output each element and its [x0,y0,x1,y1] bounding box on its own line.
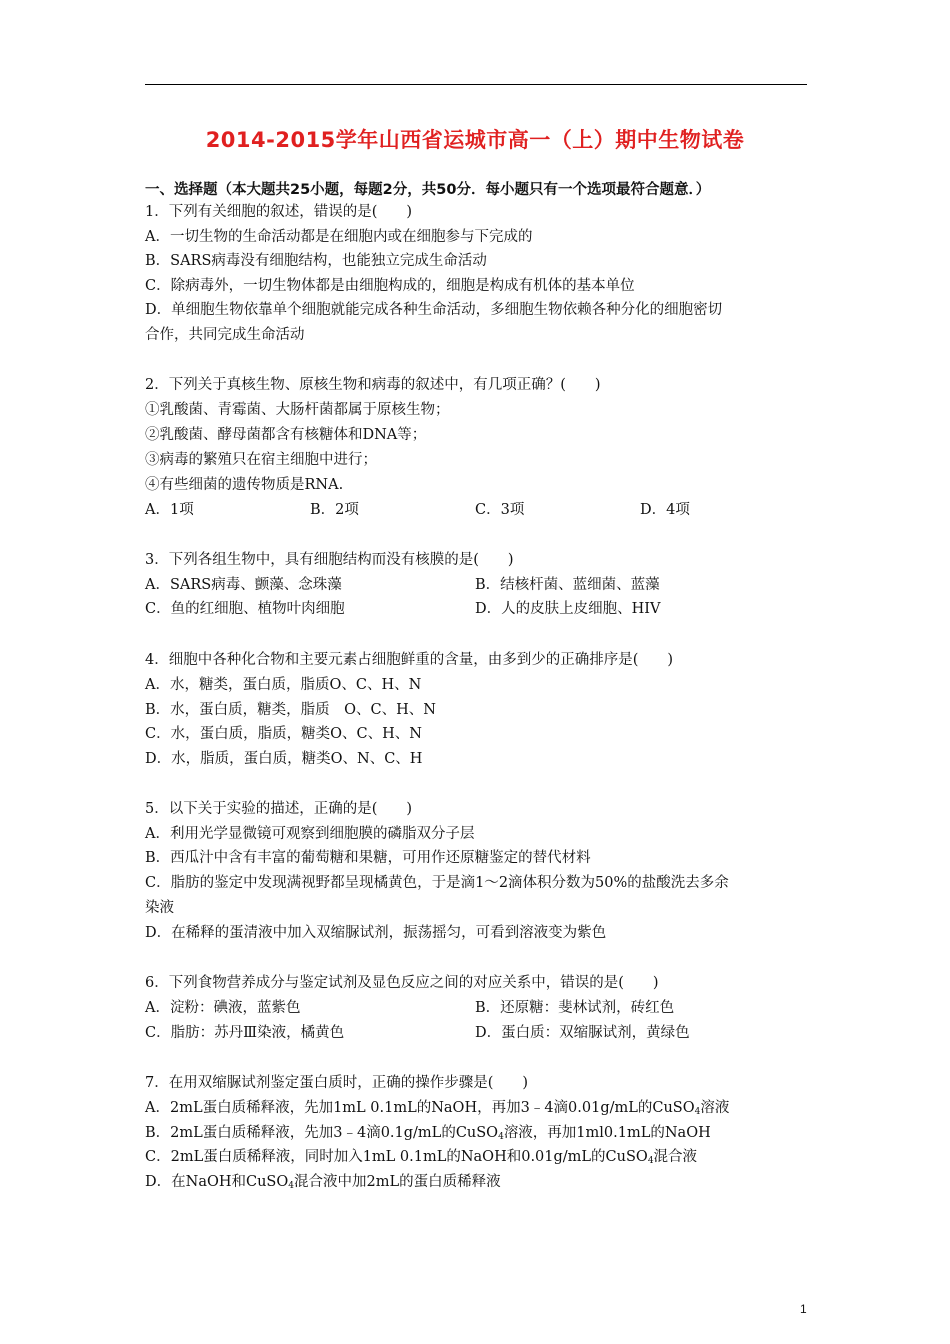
q1-option-d-line2: 合作，共同完成生命活动 [145,327,305,343]
q3-option-d: D．人的皮肤上皮细胞、HIV [475,601,661,617]
q1-option-b: B．SARS病毒没有细胞结构，也能独立完成生命活动 [145,253,487,269]
q2-statement-4: ④有些细菌的遗传物质是RNA. [145,477,344,493]
q1-stem: 1．下列有关细胞的叙述，错误的是( ) [145,204,413,220]
q3-option-c: C．鱼的红细胞、植物叶肉细胞 [145,601,345,617]
q3-option-b: B．结核杆菌、蓝细菌、蓝藻 [475,577,660,593]
q6-option-a: A．淀粉：碘液，蓝紫色 [145,1000,301,1016]
q1-option-d-line1: D．单细胞生物依靠单个细胞就能完成各种生命活动，多细胞生物依赖各种分化的细胞密切 [145,302,723,318]
q4-option-c: C．水，蛋白质，脂质，糖类O、C、H、N [145,726,422,742]
page-title: 2014-2015学年山西省运城市高一（上）期中生物试卷 [205,128,745,152]
q2-statement-1: ①乳酸菌、青霉菌、大肠杆菌都属于原核生物； [145,402,450,418]
q5-option-b: B．西瓜汁中含有丰富的葡萄糖和果糖，可用作还原糖鉴定的替代材料 [145,850,591,866]
q6-option-c: C．脂肪：苏丹Ⅲ染液，橘黄色 [145,1025,345,1041]
q2-option-d: D．4项 [640,502,690,518]
q5-option-d: D．在稀释的蛋清液中加入双缩脲试剂，振荡摇匀，可看到溶液变为紫色 [145,925,607,941]
q7-option-c: C．2mL蛋白质稀释液，同时加入1mL 0.1mL的NaOH和0.01g/mL的CuSO$_4$混合液 [145,1149,698,1166]
q2-statement-3: ③病毒的繁殖只在宿主细胞中进行； [145,452,377,468]
q5-option-a: A．利用光学显微镜可观察到细胞膜的磷脂双分子层 [145,826,475,842]
q4-option-d: D．水，脂质，蛋白质，糖类O、N、C、H [145,751,423,767]
q6-stem: 6．下列食物营养成分与鉴定试剂及显色反应之间的对应关系中，错误的是( ) [145,975,659,991]
q2-stem: 2．下列关于真核生物、原核生物和病毒的叙述中，有几项正确？( ) [145,377,601,393]
q2-option-a: A．1项 [145,502,194,518]
q7-option-a: A．2mL蛋白质稀释液，先加1mL 0.1mL的NaOH，再加3﹣4滴0.01g/mL的CuSO$_4$溶液 [145,1100,730,1117]
page-number: 1 [800,1302,807,1316]
q7-option-b: B．2mL蛋白质稀释液，先加3﹣4滴0.1g/mL的CuSO$_4$溶液，再加1ml0.1mL的NaOH [145,1125,711,1142]
q3-stem: 3．下列各组生物中，具有细胞结构而没有核膜的是( ) [145,552,514,568]
q5-stem: 5．以下关于实验的描述，正确的是( ) [145,801,413,817]
q5-option-c-line1: C．脂肪的鉴定中发现满视野都呈现橘黄色，于是滴1～2滴体积分数为50%的盐酸洗去多余 [145,875,729,891]
q6-option-b: B．还原糖：斐林试剂，砖红色 [475,1000,675,1016]
q3-option-a: A．SARS病毒、颤藻、念珠藻 [145,577,342,593]
q6-option-d: D．蛋白质：双缩脲试剂，黄绿色 [475,1025,690,1041]
q7-stem: 7．在用双缩脲试剂鉴定蛋白质时，正确的操作步骤是( ) [145,1075,529,1091]
q4-option-b: B．水，蛋白质，糖类，脂质 O、C、H、N [145,702,436,718]
q2-option-c: C．3项 [475,502,525,518]
section-heading: 一、选择题（本大题共25小题，每题2分，共50分．每小题只有一个选项最符合题意．） [145,182,711,198]
q4-stem: 4．细胞中各种化合物和主要元素占细胞鲜重的含量，由多到少的正确排序是( ) [145,652,674,668]
q1-option-c: C．除病毒外，一切生物体都是由细胞构成的，细胞是构成有机体的基本单位 [145,278,635,294]
q4-option-a: A．水，糖类，蛋白质，脂质O、C、H、N [145,677,422,693]
q2-statement-2: ②乳酸菌、酵母菌都含有核糖体和DNA等； [145,427,427,443]
q7-option-d: D．在NaOH和CuSO$_4$混合液中加2mL的蛋白质稀释液 [145,1174,501,1191]
header-rule [145,84,807,85]
q1-option-a: A．一切生物的生命活动都是在细胞内或在细胞参与下完成的 [145,229,533,245]
q5-option-c-line2: 染液 [145,900,174,916]
q2-option-b: B．2项 [310,502,359,518]
